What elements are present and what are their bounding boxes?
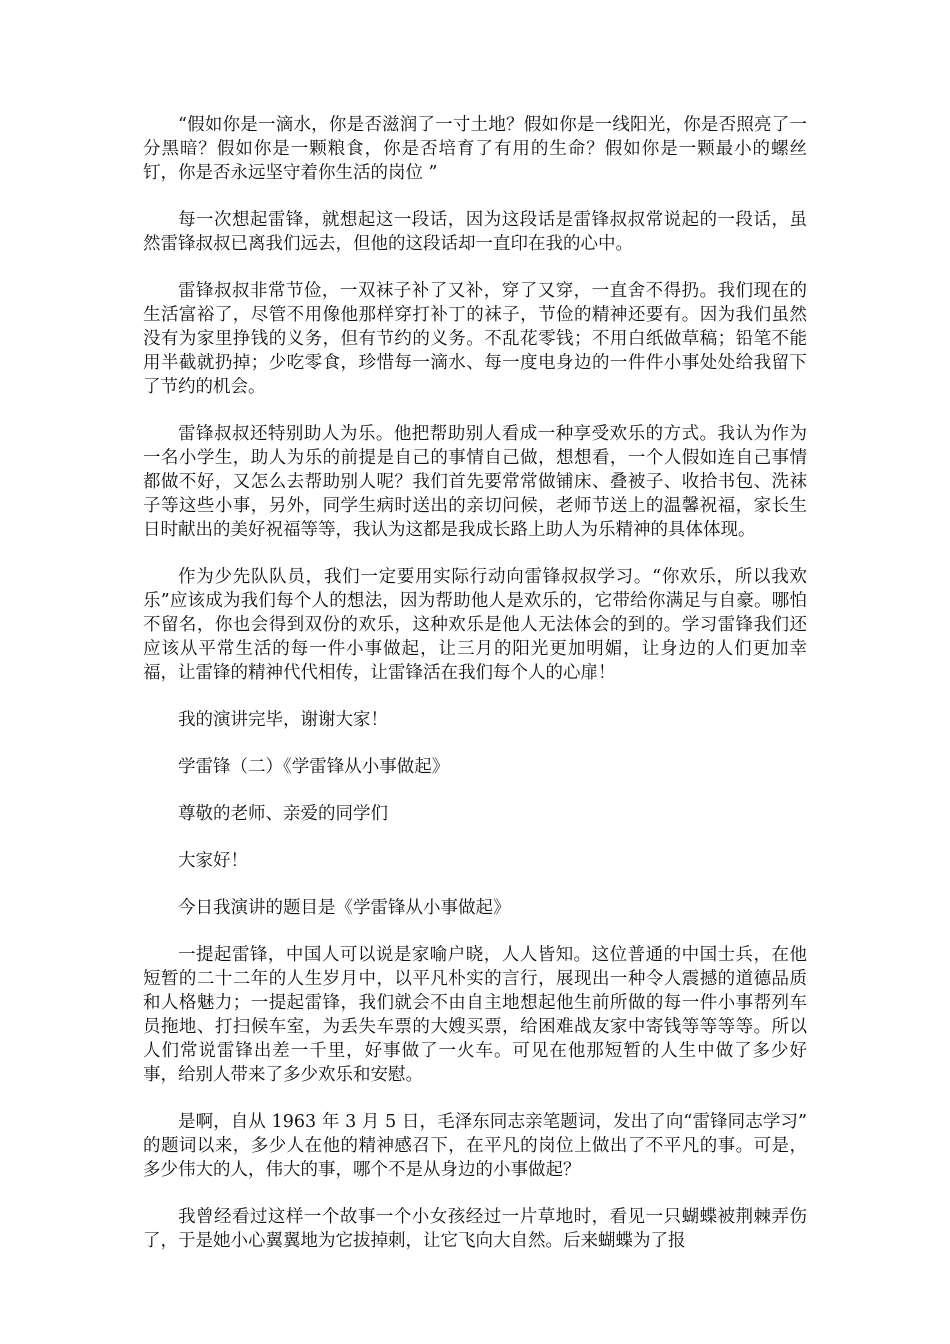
paragraph-12: 是啊，自从 1963 年 3 月 5 日，毛泽东同志亲笔题词，发出了向“雷锋同志学习” 的题词以来，多少人在他的精神感召下，在平凡的岗位上做出了不平凡的事。可是，多少伟大的人，伟大的事，哪个不是从身边的小事做起？: [143, 1112, 807, 1180]
paragraph-6: 我的演讲完毕，谢谢大家！: [178, 710, 388, 730]
paragraph-3: 雷锋叔叔非常节俭，一双袜子补了又补，穿了又穿，一直舍不得扔。我们现在的生活富裕了，尽管不用像他那样穿打补丁的袜子，节俭的精神还要有。因为我们虽然没有为家里挣钱的义务，但有节约的义务。不乱花零钱；不用白纸做草稿；铅笔不能用半截就扔掉；少吃零食，珍惜每一滴水、每一度电身边的一件件小事处处给我留下了节约的机会。: [143, 281, 807, 397]
paragraph-5: 作为少先队队员，我们一定要用实际行动向雷锋叔叔学习。“你欢乐，所以我欢乐”应该成为我们每个人的想法，因为帮助他人是欢乐的，它带给你满足与自豪。哪怕不留名，你也会得到双份的欢乐，这种欢乐是他人无法体会的到的。学习雷锋我们还应该从平常生活的每一件小事做起，让三月的阳光更加明媚，让身边的人们更加幸福，让雷锋的精神代代相传，让雷锋活在我们每个人的心扉！: [143, 567, 807, 683]
section-heading: 学雷锋（二）《学雷锋从小事做起》: [178, 757, 450, 777]
paragraph-1: “假如你是一滴水，你是否滋润了一寸土地？假如你是一线阳光，你是否照亮了一分黑暗？假如你是一颗粮食，你是否培育了有用的生命？假如你是一颗最小的螺丝钉，你是否永远坚守着你生活的岗位 ”: [143, 115, 807, 183]
greeting: 大家好！: [178, 851, 248, 871]
paragraph-2: 每一次想起雷锋，就想起这一段话，因为这段话是雷锋叔叔常说起的一段话，虽然雷锋叔叔已离我们远去，但他的这段话却一直印在我的心中。: [143, 210, 807, 254]
speech-topic: 今日我演讲的题目是《学雷锋从小事做起》: [178, 898, 511, 918]
paragraph-4: 雷锋叔叔还特别助人为乐。他把帮助别人看成一种享受欢乐的方式。我认为作为一名小学生，助人为乐的前提是自己的事情自己做，想想看，一个人假如连自己事情都做不好，又怎么去帮助别人呢？我们首先要常常做铺床、叠被子、收拾书包、洗袜子等这些小事，另外，同学生病时送出的亲切问候，老师节送上的温馨祝福，家长生日时献出的美好祝福等等，我认为这都是我成长路上助人为乐精神的具体体现。: [143, 424, 807, 540]
salutation: 尊敬的老师、亲爱的同学们: [178, 804, 388, 824]
document-body: [143, 113, 807, 1276]
paragraph-11: 一提起雷锋，中国人可以说是家喻户晓，人人皆知。这位普通的中国士兵，在他短暂的二十二年的人生岁月中，以平凡朴实的言行，展现出一种令人震撼的道德品质和人格魅力；一提起雷锋，我们就会不由自主地想起他生前所做的每一件小事帮列车员拖地、打扫候车室，为丢失车票的大嫂买票，给困难战友家中寄钱等等等等。所以人们常说雷锋出差一千里，好事做了一火车。可见在他那短暂的人生中做了多少好事，给别人带来了多少欢乐和安慰。: [143, 945, 807, 1085]
paragraph-13: 我曾经看过这样一个故事一个小女孩经过一片草地时，看见一只蝴蝶被荆棘弄伤了，于是她小心翼翼地为它拔掉刺，让它飞向大自然。后来蝴蝶为了报: [143, 1207, 807, 1251]
